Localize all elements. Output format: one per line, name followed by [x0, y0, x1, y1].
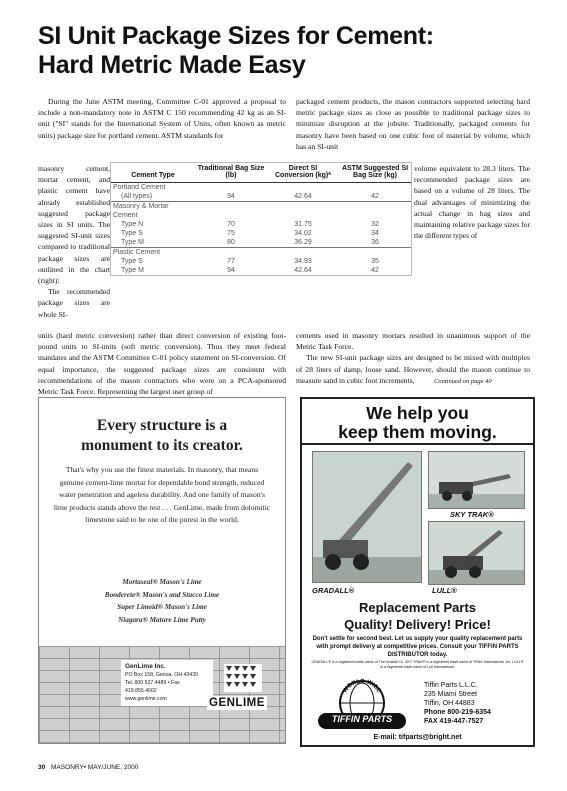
table-cell: Plastic Cement — [113, 249, 161, 256]
table-cell: Type M — [121, 267, 144, 274]
article-title — [38, 22, 538, 80]
label-gradall: GRADALL® — [312, 586, 355, 595]
table-row — [111, 220, 411, 229]
table-cell — [339, 202, 411, 221]
col-header: ASTM Suggested SI Bag Size (kg) — [339, 163, 411, 183]
table-cell: 36 — [339, 238, 411, 248]
product-item: Super Limoid® Mason's Lime — [117, 603, 207, 611]
table-cell: 42 — [339, 192, 411, 202]
table-cell — [339, 248, 411, 258]
table-row — [111, 202, 411, 221]
table-header-row — [111, 163, 411, 183]
genlime-logo-mark-icon — [224, 664, 262, 692]
table-cell: Type S — [121, 258, 143, 265]
table-cell — [267, 202, 339, 221]
table-cell: 42.64 — [267, 192, 339, 202]
col2-top-text: packaged cement products, the mason contractors supported selecting hard metric package sizes as close as possible to traditional package sizes to minimize disruption at the jobsite. Traditionally, packaged cements for masonry have been based on one cubic foot of material by volume, which has an SI-unit — [296, 97, 530, 151]
skytrak-machine-icon — [429, 452, 524, 508]
table-cell: 36.29 — [267, 238, 339, 248]
table-cell: Masonry & Mortar Cement — [113, 203, 169, 219]
col1-bottom-text: units (hard metric conversion) rather than direct conversion of existing foot-pound units to SI-units (soft metric conversion). Thus they meet federal mandates and the ASTM Committee C-01 policy statement on SI-conversion. Of equal importance, the suggested package sizes are consistent with recommendations of the mason contractors who were on a PCA-sponsored Metric Task Force. Representing the largest user group of — [38, 331, 286, 397]
table-cell: 80 — [195, 238, 267, 248]
table-cell — [195, 183, 267, 193]
table-cell — [339, 183, 411, 193]
replacement-parts-heading: Replacement Parts Quality! Delivery! Price! — [344, 600, 491, 632]
col1-wrap-text: masonry cement, mortar cement, and plastic cement have already established suggested package sizes in SI units. The suggested SI-unit sizes compared to traditional package sizes are outlined in the chart (right): The recommended package sizes are whole SI- — [38, 164, 110, 319]
skytrak-photo — [428, 451, 525, 509]
lull-photo — [428, 521, 525, 585]
label-skytrak: SKY TRAK® — [450, 510, 494, 519]
table-cell — [195, 248, 267, 258]
title-line-1: SI Unit Package Sizes for Cement: — [38, 22, 434, 50]
col1-top-text: During the June ASTM meeting, Committee C-01 approved a proposal to include a non-mandatory note in ASTM C 150 recommending 42 kg as an SI-unit ("SI" stands for the International System of Units, often known as metric units) package size for portland cement. ASTM standards for — [38, 97, 286, 140]
table-cell: (All types) — [111, 192, 195, 202]
product-item: Bonderete® Mason's and Stucco Lime — [104, 590, 220, 599]
table-cell: 94 — [195, 192, 267, 202]
table-row — [111, 238, 411, 248]
table-cell: 32 — [371, 221, 379, 228]
gradall-photo — [312, 451, 422, 583]
label-lull: LULL® — [432, 586, 457, 595]
table-cell — [267, 183, 339, 193]
continued-note: Continued on page 40 — [434, 378, 492, 385]
table-cell: 42 — [371, 267, 379, 274]
genlime-logo: GENLIME — [209, 697, 265, 709]
table-row — [111, 257, 411, 266]
genlime-body: That's why you use the finest materials. In masonry, that means genuine cement-lime mortar for dependable bond strength, reduced water penetration and ageless durability. And one family of mason's lime products stands above the rest . . . GenLime, made from dolomitic limestone said to be one of the purest in the world. — [53, 465, 271, 524]
tiffin-parts-logo-icon — [316, 677, 408, 735]
table-cell: 31.75 — [294, 221, 312, 228]
col2-wrap-text: volume equivalent to 28.3 liters. The recommended package sizes are based on a volume of 28 liters. The dual advantages of minimizing the actual change in bag sizes and maintaining relative package sizes for the different types of — [414, 164, 530, 241]
col-header: Traditional Bag Size (lb) — [195, 163, 267, 183]
table-cell: 34.93 — [294, 258, 312, 265]
table-row — [111, 248, 411, 258]
col-header: Direct SI Conversion (kg)* — [267, 163, 339, 183]
title-line-2: Hard Metric Made Easy — [38, 51, 306, 79]
table-row — [111, 192, 411, 202]
tiffin-email: E-mail: tifparts@bright.net — [373, 734, 462, 741]
table-cell: 35 — [371, 258, 379, 265]
product-item: Niagara® Mature Lime Putty — [118, 615, 206, 624]
cement-size-table — [110, 162, 412, 276]
table-cell: 70 — [227, 221, 235, 228]
genlime-ad — [38, 397, 286, 744]
table-cell — [195, 202, 267, 221]
table-cell: Type N — [121, 221, 144, 228]
trademark-note: GRADALL® is a registered trade name of The Gradall Co. SKY TRAK® is a registered trade name of TRAK International, Inc. LULL® is a registered trade name of Lull International. — [311, 660, 524, 669]
table-row — [111, 183, 411, 193]
table-row — [111, 266, 411, 275]
table-cell — [267, 248, 339, 258]
tiffin-headline: We help you keep them moving. — [338, 403, 497, 442]
col2-bottom-text: cements used in masonry mortars resulted in unanimous support of the Metric Task Force. The new SI-unit package sizes are designed to be mixed with multiples of 28 liters of damp, loose sand. However, should the mason continue to measure sand in cubic foot increments, — [296, 331, 530, 385]
table-cell: Type M — [111, 238, 195, 248]
table-cell: Type S — [121, 230, 143, 237]
product-item: Mortaseal® Mason's Lime — [122, 578, 202, 586]
table-cell: Portland Cement — [113, 184, 166, 191]
table-cell: 34 — [371, 230, 379, 237]
table-cell: 77 — [227, 258, 235, 265]
table-row — [111, 229, 411, 238]
publication-info: MASONRY• MAY/JUNE, 2000 — [51, 764, 139, 771]
table-cell: 94 — [227, 267, 235, 274]
lull-machine-icon — [429, 522, 524, 584]
genlime-address: GenLime Inc. PO Box 158, Genoa, OH 43430 Tel. 800.537.4489 • Fax 419.855.4602 www.genlime.com — [121, 660, 213, 706]
gradall-machine-icon — [313, 452, 421, 582]
table-cell: 75 — [227, 230, 235, 237]
table-cell: 34.02 — [294, 230, 312, 237]
page-footer — [38, 764, 138, 771]
tiffin-address: Tiffin Parts L.L.C. 235 Miami Street Tiffin, OH 44883 Phone 800-219-6354 FAX 419-447-7527 — [424, 682, 491, 725]
tiffin-parts-logo-text: TIFFIN PARTS — [331, 714, 393, 724]
col-header: Cement Type — [111, 163, 195, 183]
badge-worldwide-text: WORLD WIDE — [342, 678, 382, 695]
genlime-products — [39, 576, 285, 626]
page-number: 30 — [38, 764, 46, 771]
genlime-headline: Every structure is a monument to its creator. — [81, 417, 243, 454]
table-cell: 42.64 — [294, 267, 312, 274]
tiffin-ad — [300, 397, 535, 747]
tiffin-subtext: Don't settle for second best. Let us supply your quality replacement parts with prompt delivery at competitive prices. Consult your TIFFIN PARTS DISTRIBUTOR today. — [312, 636, 523, 658]
